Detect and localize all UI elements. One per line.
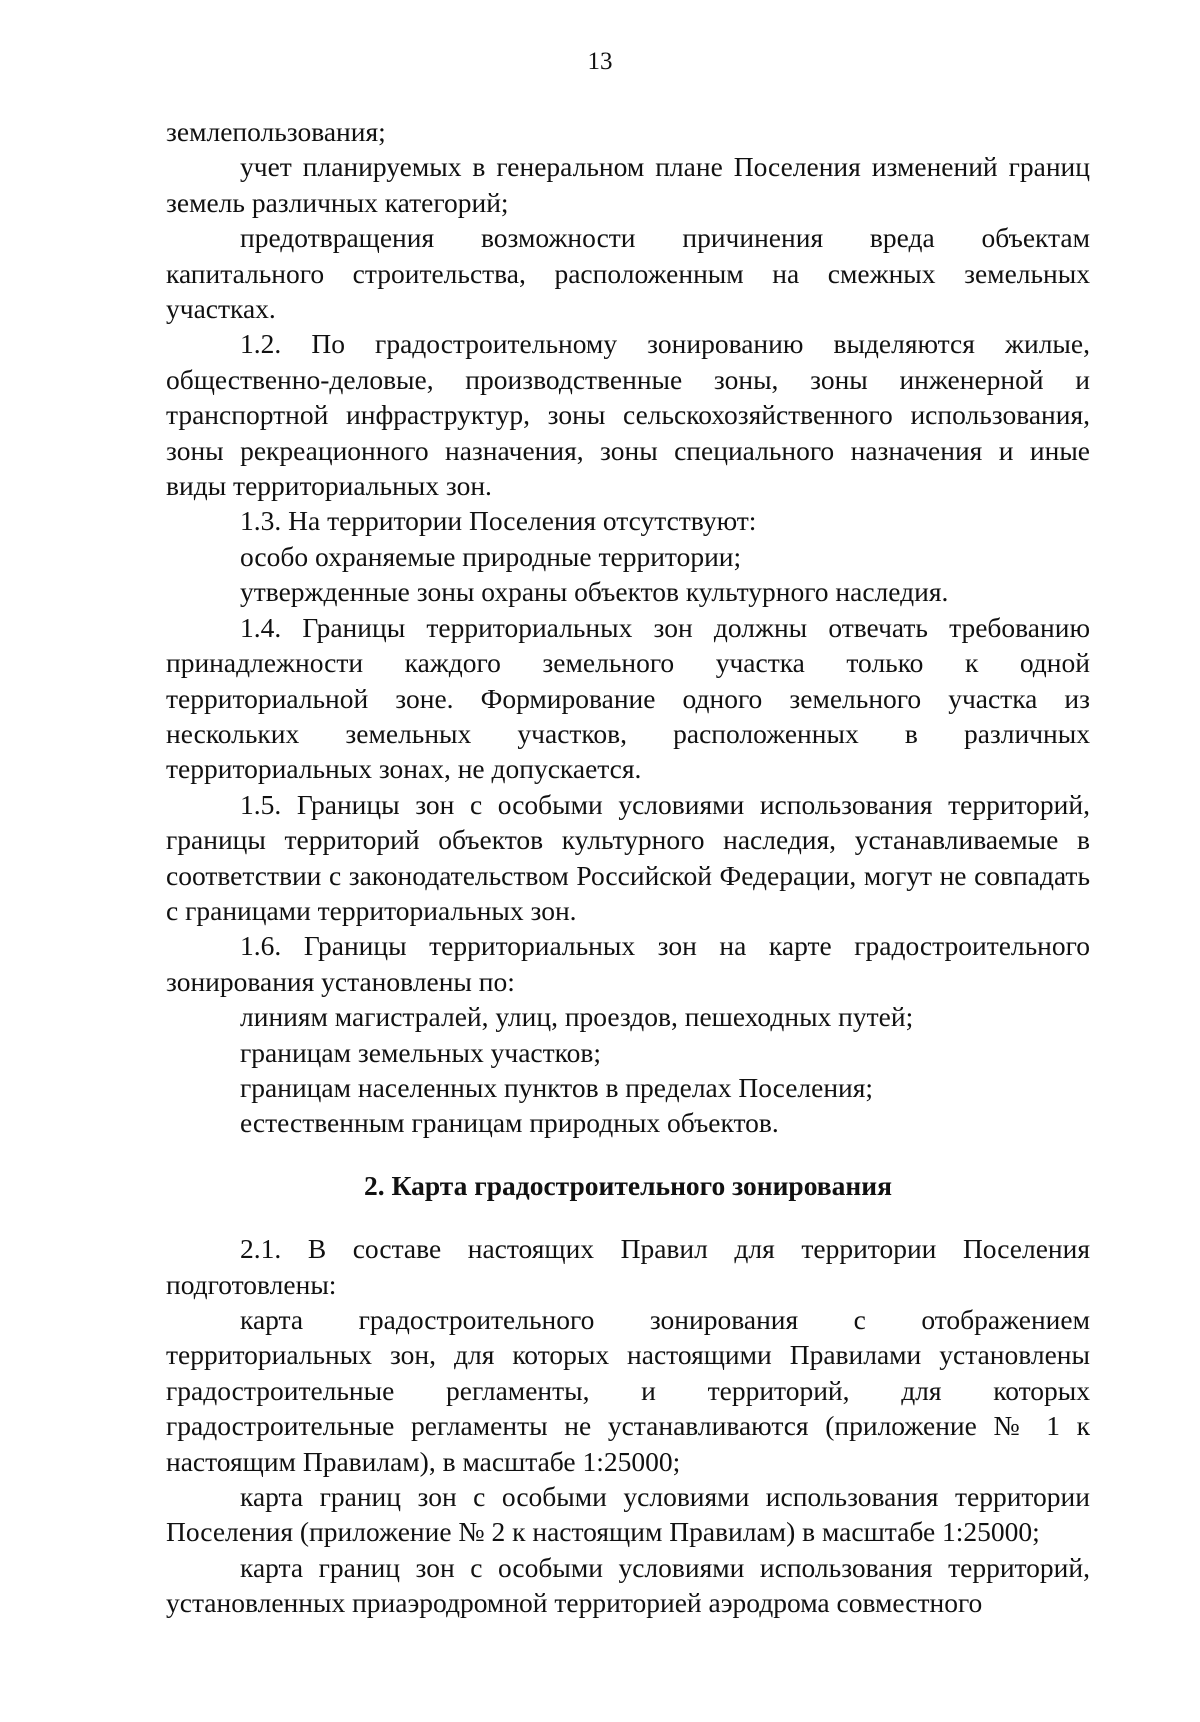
paragraph: карта градостроительного зонирования с отображением территориальных зон, для которых настоящими Правилами установлены градостроительные регламенты, и территорий, для которых градостроительные регламенты не устанавливаются (приложение № 1 к настоящим Правилам), в масштабе 1:25000;: [166, 1304, 1090, 1477]
paragraph: особо охраняемые природные территории;: [240, 540, 742, 572]
paragraph: учет планируемых в генеральном плане Поселения изменений границ земель различных категорий;: [166, 151, 1090, 218]
paragraph: 1.5. Границы зон с особыми условиями использования территорий, границы территорий объектов культурного наследия, устанавливаемые в соответствии с законодательством Российской Федерации, могут не совпадать с границами территориальных зон.: [166, 788, 1090, 926]
paragraph: карта границ зон с особыми условиями использования территорий, установленных приаэродромной территорией аэродрома совместного: [166, 1551, 1090, 1619]
paragraph: границам земельных участков;: [240, 1036, 601, 1068]
paragraph: 1.4. Границы территориальных зон должны отвечать требованию принадлежности каждого земельного участка только к одной территориальной зоне. Формирование одного земельного участка из нескольких земельных участков, расположенных в различных территориальных зонах, не допускается.: [166, 611, 1090, 785]
paragraph: землепользования;: [166, 116, 386, 147]
paragraph: естественным границам природных объектов.: [240, 1107, 779, 1139]
paragraph: 1.6. Границы территориальных зон на карте градостроительного зонирования установлены по:: [166, 930, 1090, 997]
paragraph: линиям магистралей, улиц, проездов, пешеходных путей;: [240, 1001, 914, 1033]
paragraph: 1.3. На территории Поселения отсутствуют:: [240, 505, 757, 537]
paragraph: границам населенных пунктов в пределах Поселения;: [240, 1071, 874, 1103]
paragraph: предотвращения возможности причинения вреда объектам капитального строительства, расположенным на смежных земельных участках.: [166, 222, 1090, 325]
page-number: 13: [587, 48, 613, 75]
paragraph: карта границ зон с особыми условиями использования территории Поселения (приложение № 2 к настоящим Правилам) в масштабе 1:25000;: [166, 1481, 1090, 1548]
paragraph: 2.1. В составе настоящих Правил для территории Поселения подготовлены:: [166, 1233, 1090, 1300]
section-heading: 2. Карта градостроительного зонирования: [364, 1169, 892, 1201]
document-body: [166, 114, 1090, 1621]
paragraph: 1.2. По градостроительному зонированию выделяются жилые, общественно-деловые, производственные зоны, зоны инженерной и транспортной инфраструктур, зоны сельскохозяйственного использования, зоны рекреационного назначения, зоны специального назначения и иные виды территориальных зон.: [166, 328, 1090, 502]
paragraph: утвержденные зоны охраны объектов культурного наследия.: [240, 576, 949, 608]
